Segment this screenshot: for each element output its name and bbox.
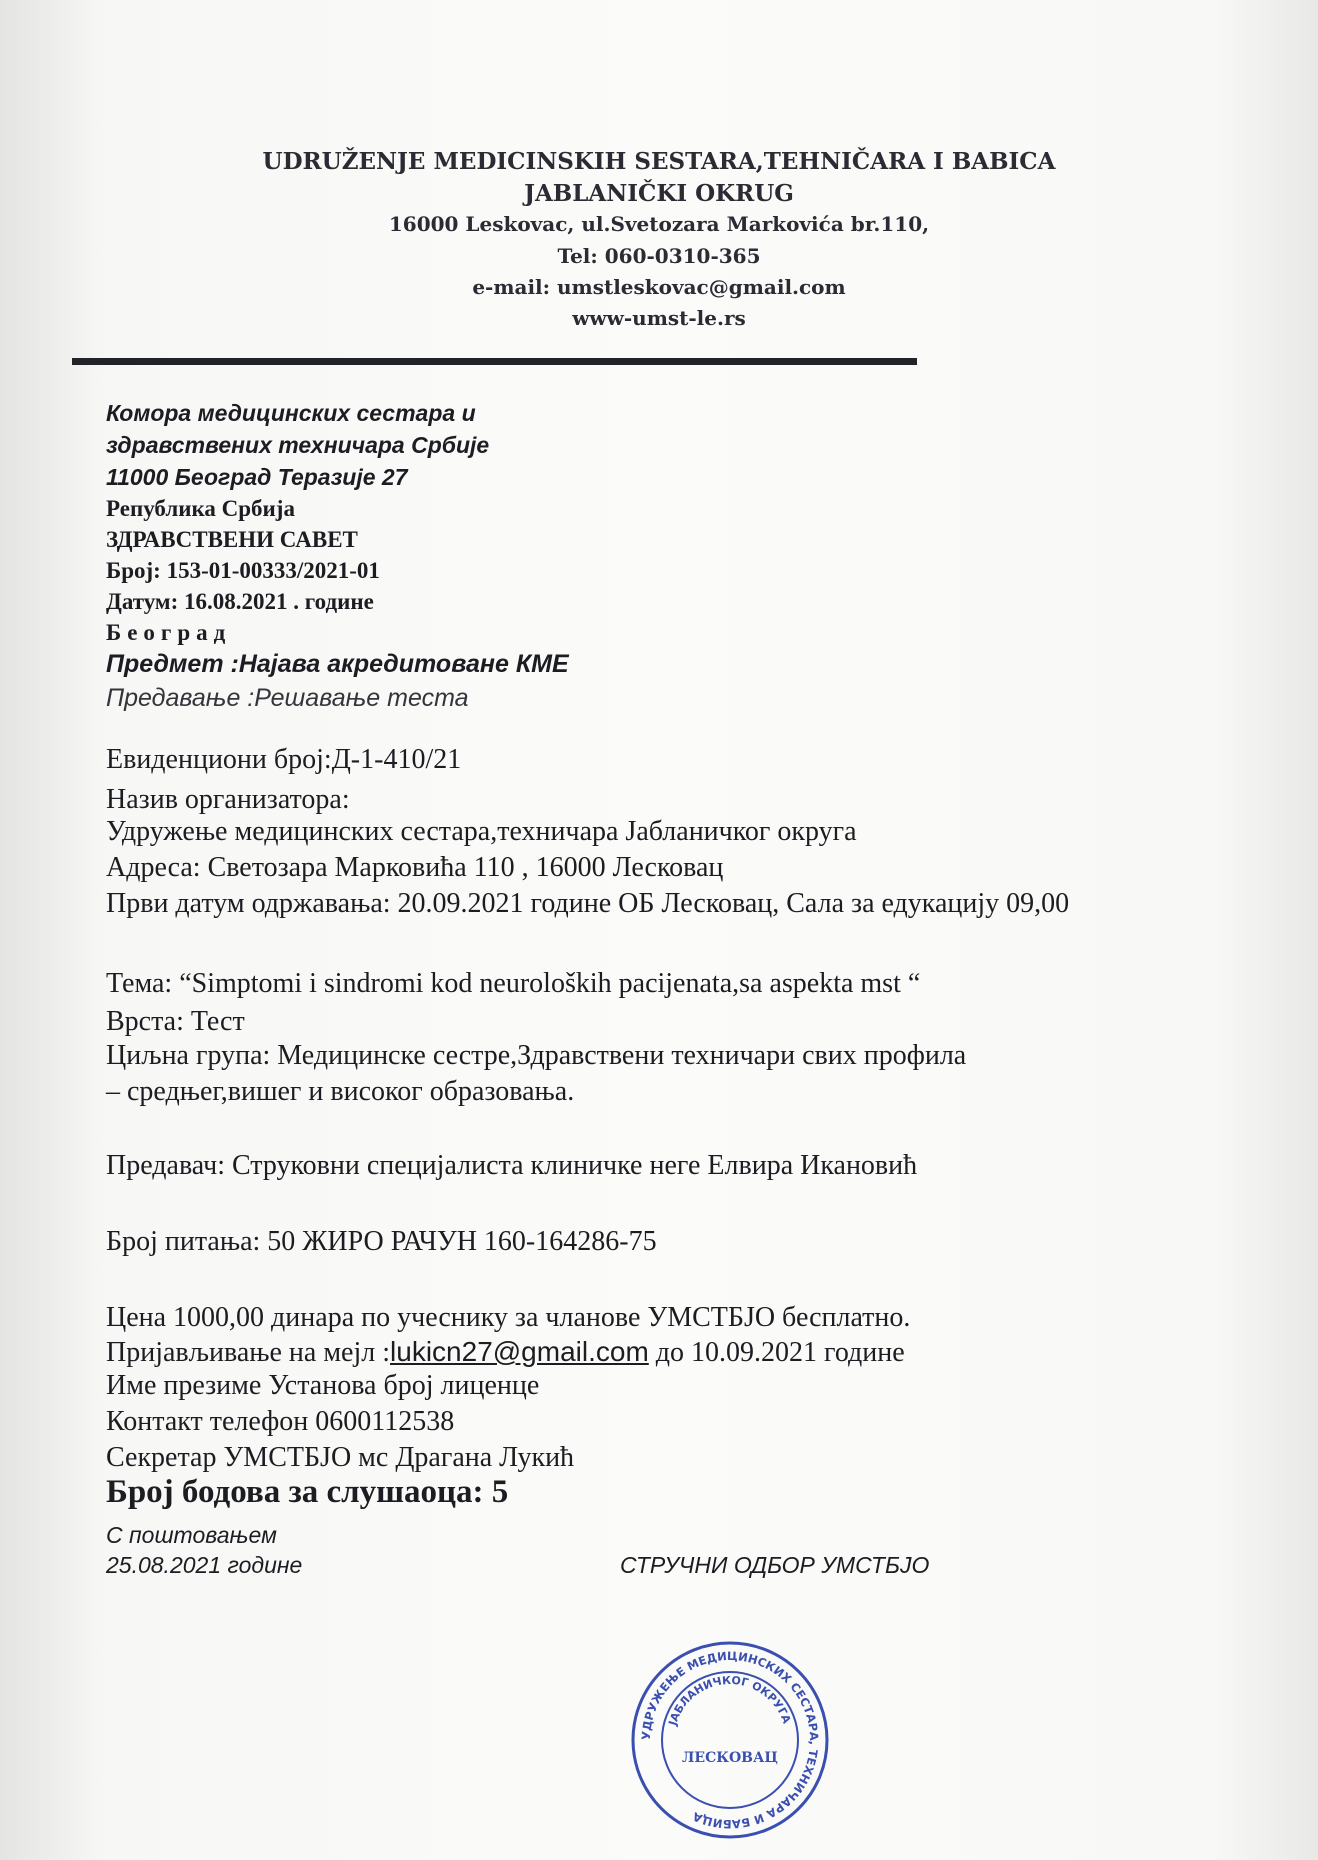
contact-phone: Контакт телефон 0600112538 <box>106 1406 455 1437</box>
organizer-label: Назив организатора: <box>106 784 350 815</box>
subject-line: Предмет :Најава акредитоване КМЕ <box>106 650 569 678</box>
secretary: Секретар УМСТБЈО мс Драгана Лукић <box>106 1442 575 1473</box>
signup-prefix: Пријављивање на мејл : <box>106 1337 391 1368</box>
recipient-line-1: Комора медицинских сестара и <box>106 400 476 426</box>
price: Цена 1000,00 динара по учеснику за чланове УМСТБЈО бесплатно. <box>106 1302 911 1333</box>
first-date: Први датум одржавања: 20.09.2021 године ОБ Лесковац, Сала за едукацију 09,00 <box>106 888 1070 919</box>
org-website: www-umst-le.rs <box>572 306 746 330</box>
lecturer: Предавач: Струковни специјалиста клиничке неге Елвира Икановић <box>106 1150 918 1181</box>
recipient-council: ЗДРАВСТВЕНИ САВЕТ <box>106 527 358 552</box>
target-group-education: – средњег,вишег и високог образовања. <box>106 1076 575 1107</box>
topic: Тема: “Simptomi i sindromi kod neuroloških pacijenata,sa aspekta mst “ <box>106 968 921 999</box>
stamp-inner-text: ЈАБЛАНИЧКОГ ОКРУГА <box>666 1673 794 1727</box>
recipient-city: Београд <box>106 620 232 645</box>
org-region: JABLANIČKI OKRUG <box>524 180 794 207</box>
closing-regards: С поштовањем <box>106 1522 277 1548</box>
closing-date: 25.08.2021 године <box>106 1552 303 1578</box>
org-title: UDRUŽENJE MEDICINSKIH SESTARA,TEHNIČARA I BABICA <box>262 148 1056 175</box>
organizer-address: Адреса: Светозара Марковића 110 , 16000 Лесковац <box>106 852 724 883</box>
recipient-date: Датум: 16.08.2021 . године <box>106 589 374 614</box>
stamp-ring-text: УДРУЖЕЊЕ МЕДИЦИНСКИХ СЕСТАРА, ТЕХНИЧАРА И БАБИЦА <box>638 1648 822 1832</box>
recipient-line-2: здравствених техничара Србије <box>106 432 490 458</box>
evidence-number: Евиденциони број:Д-1-410/21 <box>106 744 462 775</box>
organizer-name: Удружење медицинских сестара,техничара Јабланичког округа <box>106 816 857 847</box>
event-type: Врста: Тест <box>106 1006 245 1037</box>
stamp-ink <box>633 1643 827 1837</box>
target-group: Циљна група: Медицинске сестре,Здравствени техничари свих профила <box>106 1040 967 1071</box>
recipient-address: 11000 Београд Теразије 27 <box>106 464 408 490</box>
recipient-number: Број: 153-01-00333/2021-01 <box>106 558 380 583</box>
organization-stamp <box>630 1640 830 1840</box>
points: Број бодова за слушаоца: 5 <box>106 1474 509 1510</box>
recipient-country: Република Србија <box>106 496 295 521</box>
stamp-center-text: ЛЕСКОВАЦ <box>682 1750 778 1766</box>
closing-signature: СТРУЧНИ ОДБОР УМСТБЈО <box>620 1552 930 1578</box>
signup-email-link[interactable]: lukicn27@gmail.com <box>390 1336 649 1367</box>
org-phone: Tel: 060-0310-365 <box>557 244 761 268</box>
lecture-type: Предавање :Решавање теста <box>106 684 469 712</box>
signup-suffix: до 10.09.2021 године <box>648 1337 905 1368</box>
org-email: e-mail: umstleskovac@gmail.com <box>472 275 846 299</box>
signup-line <box>106 1336 905 1369</box>
org-address: 16000 Leskovac, ul.Svetozara Markovića br.110, <box>388 212 930 236</box>
signup-fields: Име презиме Установа број лиценце <box>106 1370 540 1401</box>
header-divider <box>72 358 917 365</box>
questions-account: Број питања: 50 ЖИРО РАЧУН 160-164286-75 <box>106 1226 657 1257</box>
